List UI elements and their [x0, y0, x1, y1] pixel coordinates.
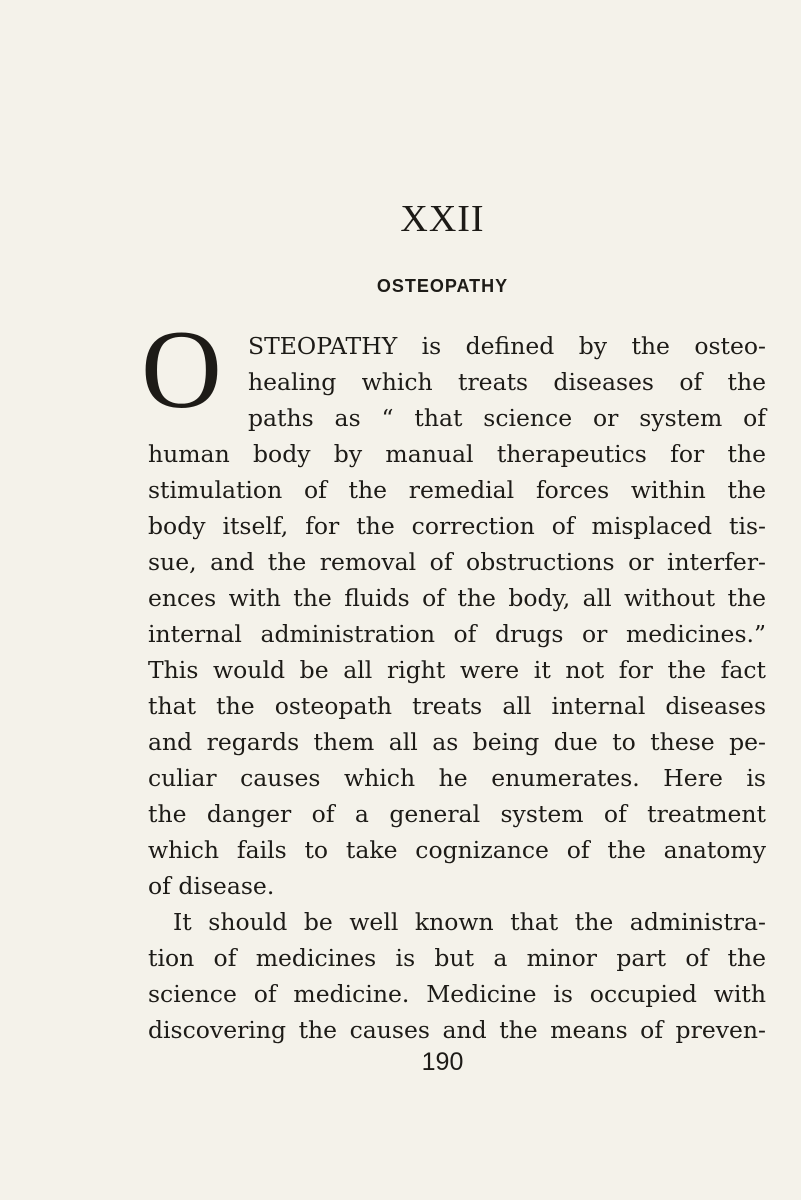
text-line: stimulation of the remedial forces within the	[148, 476, 766, 504]
text-line: discovering the causes and the means of preven-	[148, 1016, 766, 1044]
text-line: paths as “ that science or system of	[248, 404, 766, 432]
chapter-title: OSTEOPATHY	[376, 276, 509, 296]
text-line: internal administration of drugs or medicines.”	[148, 620, 766, 648]
text-line: body itself, for the correction of misplaced tis-	[148, 512, 766, 540]
text-line: It should be well known that the administra-	[173, 908, 766, 936]
text-line: tion of medicines is but a minor part of the	[148, 944, 766, 972]
text-line: human body by manual therapeutics for the	[148, 440, 766, 468]
text-line: of disease.	[148, 872, 275, 900]
text-line: which fails to take cognizance of the anatomy	[148, 836, 766, 864]
text-line: culiar causes which he enumerates. Here is	[148, 764, 766, 792]
text-line: science of medicine. Medicine is occupied with	[148, 980, 766, 1008]
page-number: 190	[421, 1048, 464, 1076]
text-line: the danger of a general system of treatment	[148, 800, 766, 828]
text-line: and regards them all as being due to these pe-	[148, 728, 766, 756]
text-line: healing which treats diseases of the	[248, 368, 766, 396]
text-line: This would be all right were it not for the fact	[148, 656, 766, 684]
text-line: sue, and the removal of obstructions or interfer-	[148, 548, 766, 576]
drop-cap: O	[141, 308, 222, 432]
chapter-number: XXII	[400, 198, 485, 240]
text-line: ences with the fluids of the body, all without the	[148, 584, 766, 612]
text-line: STEOPATHY is defined by the osteo-	[248, 332, 766, 360]
text-line: that the osteopath treats all internal diseases	[148, 692, 766, 720]
